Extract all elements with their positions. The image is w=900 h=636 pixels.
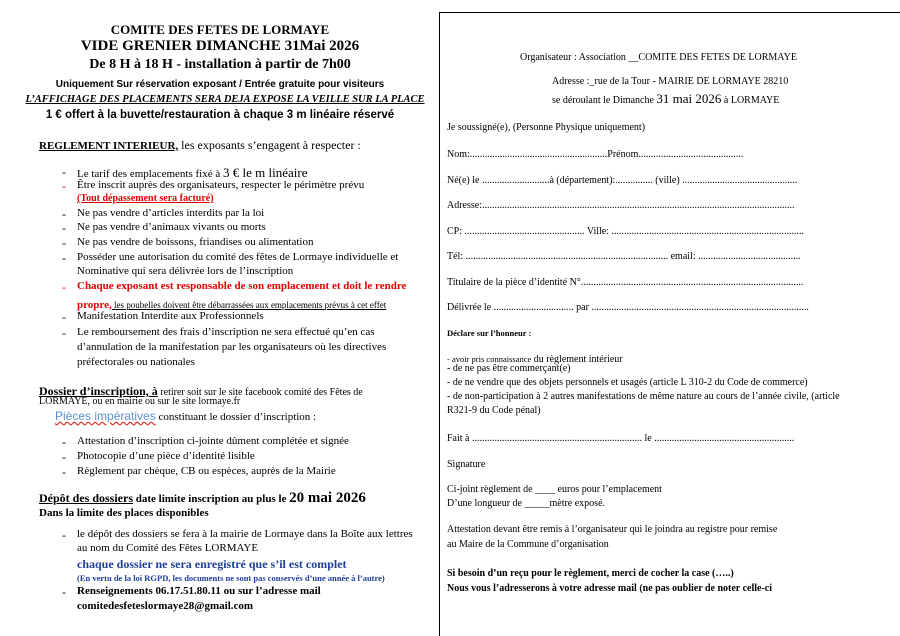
bullet-dash: - [62,528,66,542]
reglement-title: REGLEMENT INTERIEUR, [39,140,179,152]
reglement-item-autorisation: Posséder une autorisation du comité des fêtes de Lormaye individuelle et [77,251,399,263]
bullet-dash: - [62,236,66,250]
declare-code-penal: R321-9 du Code pénal) [447,405,541,416]
header-affichage: L’AFFICHAGE DES PLACEMENTS SERA DEJA EXPOSE LA VEILLE SUR LA PLACE [25,94,425,105]
reglement-item-annulation: d’annulation de la manifestation par les organisateurs où les directives [77,341,387,353]
reglement-item-nominative: Nominative qui sera délivrée lors de l’inscription [77,265,294,277]
form-adresse: Adresse :_rue de la Tour - MAIRIE DE LORMAYE 28210 [552,76,789,87]
reglement-intro: les exposants s’engagent à respecter : [178,138,361,152]
bullet-dash: - [62,310,66,324]
form-organisateur: Organisateur : Association __COMITE DES FETES DE LORMAYE [520,52,797,63]
depot-title: Dépôt des dossiers [39,491,134,505]
depot-item-rgpd: (En vertu de la loi RGPD, les documents ne sont pas conservés d’une année à l’autre) [77,573,385,583]
header-hours: De 8 H à 18 H - installation à partir de 7h00 [89,57,351,72]
cijoint-reglement: Ci-joint règlement de ____ euros pour l’emplacement [447,484,662,495]
form-soussigne: Je soussigné(e), (Personne Physique uniquement) [447,122,646,133]
dossier-line1: retirer soit sur le site facebook comité des Fêtes de [157,387,363,398]
declare-reglement-text: du règlement intérieur [531,354,623,365]
attestation-line1: Attestation devant être remis à l’organisateur qui le joindra au registre pour remise [447,524,778,535]
bullet-dash: - [62,326,66,340]
reglement-item-remboursement: Le remboursement des frais d’inscription ne sera effectué qu’en cas [77,326,375,338]
reglement-item-boissons: Ne pas vendre de boissons, friandises ou alimentation [77,236,314,248]
depot-item-renseignements: Renseignements 06.17.51.80.11 ou sur l’adresse mail [77,585,321,597]
pieces-line [55,409,316,423]
field-fait-le[interactable]: Fait à .................................................................... le ........................................................ [447,433,795,444]
header-offer: 1 € offert à la buvette/restauration à chaque 3 m linéaire réservé [45,109,395,121]
field-piece-identite[interactable]: Titulaire de la pièce d’identité N°......................................................................................... [447,277,804,288]
bullet-dash: - [62,207,66,221]
bullet-dash: - [62,450,66,464]
header-reservation: Uniquement Sur réservation exposant / Entrée gratuite pour visiteurs [55,79,385,90]
deroule-date: 31 mai 2026 [656,91,722,106]
depot-item-complet: chaque dossier ne sera enregistré que s’il est complet [77,557,347,571]
pieces-rest: constituant le dossier d’inscription : [155,411,317,423]
dossier-line2: LORMAYE, ou en mairie ou sur le site lormaye.fr [39,396,241,407]
reglement-item-responsable: Chaque exposant est responsable de son emplacement et doit le rendre [77,280,407,292]
dossier-item-reglement: Règlement par chèque, CB ou espèces, auprès de la Mairie [77,465,336,477]
dossier-title: Dossier d’inscription, à [39,384,158,398]
header-org: COMITE DES FETES DE LORMAYE [110,22,330,37]
propre-text: propre, [77,299,112,311]
declare-prefix: - avoir pris connaissance [447,354,532,364]
field-delivree[interactable]: Délivrée le ................................ par ....................................................................................... [447,302,809,313]
depot-heading [39,489,366,507]
recu-line2: Nous vous l’adresserons à votre adresse mail (ne pas oublier de noter celle-ci [447,583,772,594]
bullet-dash: - [62,165,66,179]
bullet-dash: - [62,280,66,294]
recu-line1: Si besoin d’un reçu pour le règlement, merci de cocher la case (…..) [447,568,734,579]
field-naissance[interactable]: Né(e) le ...........................à (département):............... (ville) .............................................. [447,175,798,186]
field-adresse[interactable]: Adresse:............................................................................................................................. [447,200,795,211]
reglement-item-professionnels: Manifestation Interdite aux Professionnels [77,310,264,322]
poubelles-text: les poubelles doivent être débarrassées aux emplacements prévus à cet effet [111,300,387,310]
tarif-text: Le tarif des emplacements fixé à [77,168,223,180]
deroule-lieu: à LORMAYE [721,95,780,106]
depot-item-email: comitedesfeteslormaye28@gmail.com [77,600,254,612]
form-top-border [439,12,900,13]
declare-objets: - de ne vendre que des objets personnels et usagés (article L 310-2 du Code de commerce) [447,377,808,388]
bullet-dash: - [62,221,66,235]
depot-item-nom: au nom du Comité des Fêtes LORMAYE [77,542,259,554]
depot-item-boite: le dépôt des dossiers se fera à la mairie de Lormaye dans la Boîte aux lettres [77,528,413,540]
reglement-item-interdits: Ne pas vendre d’articles interdits par la loi [77,207,265,219]
header-event: VIDE GRENIER DIMANCHE 31Mai 2026 [80,38,360,54]
reglement-item-inscrit: Être inscrit auprès des organisateurs, respecter le périmètre prévu [77,179,365,191]
depot-sub: Dans la limite des places disponibles [39,507,209,519]
reglement-item-depassement: (Tout dépassement sera facturé) [77,193,214,204]
bullet-dash: - [62,179,66,193]
attestation-line2: au Maire de la Commune d’organisation [447,539,609,550]
field-tel-email[interactable]: Tél: ................................................................................. email: ......................................... [447,251,801,262]
bullet-dash: - [62,435,66,449]
declare-commercant: - de ne pas être commerçant(e) [447,363,571,374]
bullet-dash: - [62,585,66,599]
bullet-dash: - [62,465,66,479]
reglement-item-prefectorales: préfectorales ou nationales [77,356,195,368]
depot-limit: date limite inscription au plus le [133,493,290,505]
field-nom-prenom[interactable]: Nom:.......................................................Prénom.......................................... [447,149,744,160]
dossier-item-photocopie: Photocopie d’une pièce d’identité lisible [77,450,255,462]
deroule-text: se déroulant le Dimanche [552,95,657,106]
cijoint-longueur: D’une longueur de _____mètre exposé. [447,498,606,509]
field-cp-ville[interactable]: CP: ................................................ Ville: ............................................................................. [447,226,805,237]
declare-title: Déclare sur l’honneur : [447,328,532,338]
declare-manifestations: - de non-participation à 2 autres manifestations de même nature au cours de l’année civile, (article [447,391,840,402]
form-deroule [552,91,779,107]
reglement-item-animaux: Ne pas vendre d’animaux vivants ou morts [77,221,266,233]
reglement-heading [39,138,361,153]
dossier-item-attestation: Attestation d’inscription ci-jointe dûment complétée et signée [77,435,349,447]
pieces-imperatives: Pièces impératives [55,409,156,423]
tarif-value: 3 € le m linéaire [223,165,308,180]
signature-label: Signature [447,459,486,470]
column-divider [439,12,440,636]
bullet-dash: - [62,251,66,265]
depot-date: 20 mai 2026 [289,490,366,506]
